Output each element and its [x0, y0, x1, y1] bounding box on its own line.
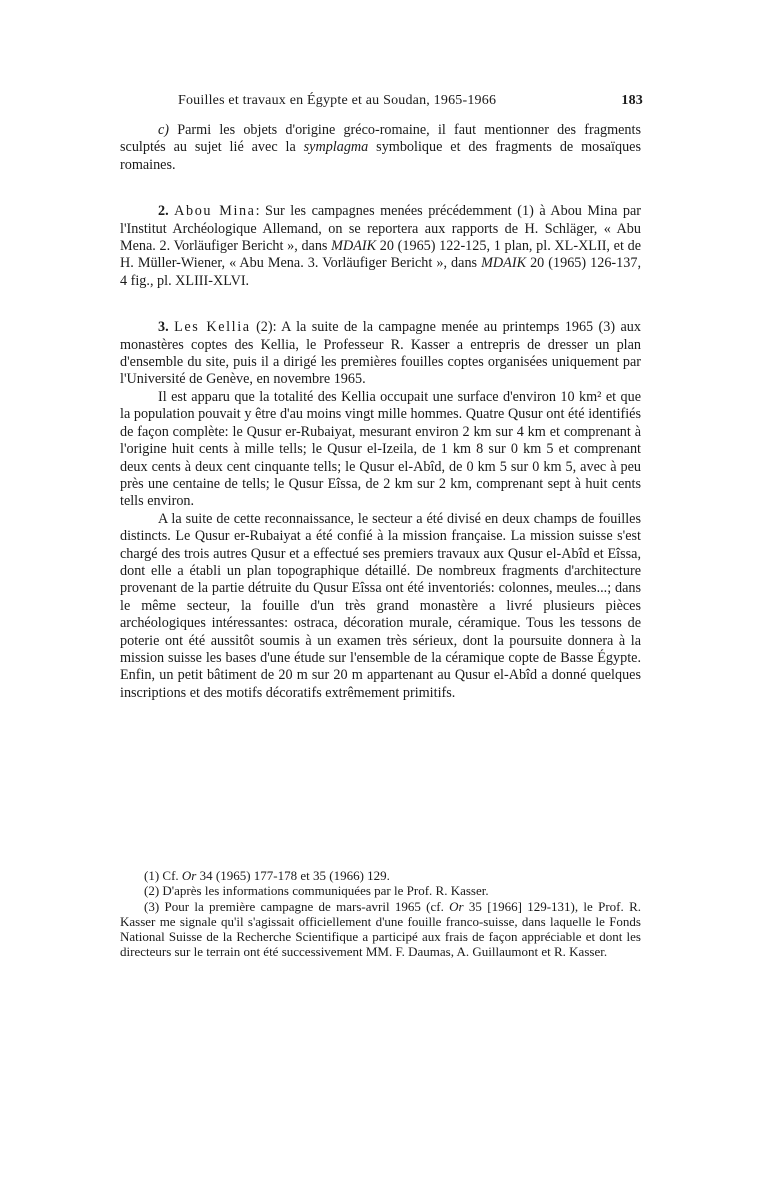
journal-abbrev: MDAIK [481, 255, 527, 272]
footnote-text: 34 (1965) 177-178 et 35 (1966) 129. [196, 868, 390, 883]
paragraph-kellia-excavation: A la suite de cette reconnaissance, le secteur a été divisé en deux champs de fouilles distincts. Le Qusur er-Rubaiyat a été confié à la mission française. La mission suisse s'est chargé des trois autres Qusur et a effectué ses premiers travaux aux Qusur el-Abîd et Eîssa, dont elle a établi un plan topographique détaillé. De nombreux fragments d'architecture provenant de la partie détruite du Qusur Eîssa ont été inventoriés: colonnes, meules...; dans le même secteur, la fouille d'un très grand monastère a livré plusieurs pièces archéologiques intéressantes: ostraca, décoration murale, céramique. Tous les tessons de poterie ont été aussitôt soumis à un examen très sérieux, dont la poursuite donnera à la mission suisse les bases d'une étude sur l'ensemble de la céramique copte de Basse Égypte. Enfin, un petit bâtiment de 20 m sur 20 m appartenant au Qusur el-Abîd a donné quelques inscriptions et des motifs décoratifs extrêmement primitifs. [120, 510, 641, 701]
section-number: 2. [158, 203, 169, 220]
footnote-1 [120, 868, 641, 883]
footnote-2 [120, 883, 641, 898]
footnote-text: D'après les informations communiquées par le Prof. R. Kasser. [159, 883, 489, 899]
greek-term: symplagma [303, 139, 369, 156]
footnotes [120, 868, 641, 960]
footnote-text: Cf. [159, 868, 182, 883]
footnote-text: 35 [1966] 129-131), le Prof. R. Kasser me signale qu'il s'agissait officiellement d'une fouille franco-suisse, dans laquelle le Fonds National Suisse de la Recherche Scientifique a participé aux frais de façon appréciable et dont les directeurs sur le terrain ont été successivement MM. F. Daumas, A. Guillaumont et R. Kasser. [120, 898, 641, 960]
section-number: 3. [158, 319, 169, 336]
footnote-mark: (1) [144, 868, 160, 883]
section-title: Abou Mina [174, 203, 256, 220]
item-letter: c) [158, 122, 170, 138]
running-header [178, 93, 643, 109]
footnote-ref: 1 [521, 203, 530, 220]
footnote-3 [120, 899, 641, 960]
journal-abbrev: Or [181, 868, 197, 883]
footnote-ref: (2) [256, 319, 273, 336]
paragraph-text: : A la suite de la campagne menée au printemps 1965 (3) aux monastères coptes des Kellia, le Professeur R. Kasser a entrepris de dresser un plan d'ensemble du site, puis il a dirigé les premières fouilles coptes organisées uniquement par l'Université de Genève, en novembre 1965. [120, 319, 641, 388]
section-title: Les Kellia [174, 319, 251, 336]
paragraph-kellia-area: Il est apparu que la totalité des Kellia occupait une surface d'environ 10 km² et que la population pouvait y être d'au moins vingt mille hommes. Quatre Qusur ont été identifiés de façon complète: le Qusur er-Rubaiyat, mesurant environ 2 km sur 4 km et comprenant à l'origine huit cents à mille tells; le Qusur el-Izeila, de 1 km 8 sur 0 km 5 et comprenant deux cents à deux cent cinquante tells; le Qusur el-Abîd, de 0 km 5 sur 0 km 5, avec à peu près une centaine de tells; le Qusur Eîssa, de 2 km sur 2 km, comprenant sept à huit cents tells environ. [120, 388, 641, 510]
paragraph-c [120, 122, 641, 174]
footnote-mark: (3) [144, 898, 160, 914]
footnote-text: Pour la première campagne de mars-avril 1965 (cf. [159, 898, 450, 914]
main-text [120, 122, 641, 702]
paragraph-text: : Sur les campagnes menées précédemment ( [255, 203, 522, 220]
paragraph-text: 20 (1965) 126-137, 4 fig., pl. XLIII-XLVI. [120, 255, 641, 289]
section-abou-mina [120, 203, 641, 290]
paragraph-text: ) à Abou Mina par l'Institut Archéologique Allemand, on se reportera aux rapports de H. Schläger, « Abu Mena. 2. Vorläufiger Bericht », dans [120, 203, 642, 255]
paragraph-text: symbolique et des fragments de mosaïques romaines. [120, 139, 641, 173]
footnote-mark: (2) [144, 883, 160, 899]
running-title: Fouilles et travaux en Égypte et au Soudan, 1965-1966 [178, 93, 497, 108]
paragraph-text: 20 (1965) 122-125, 1 plan, pl. XL-XLII, et de H. Müller-Wiener, « Abu Mena. 3. Vorläufiger Bericht », dans [120, 238, 641, 272]
section-kellia [120, 319, 641, 389]
page-number: 183 [621, 93, 643, 108]
journal-abbrev: Or [449, 898, 464, 914]
paragraph-text: Parmi les objets d'origine gréco-romaine, il faut mentionner des fragments sculptés au sujet lié avec la [120, 122, 641, 156]
journal-abbrev: MDAIK [331, 238, 377, 255]
